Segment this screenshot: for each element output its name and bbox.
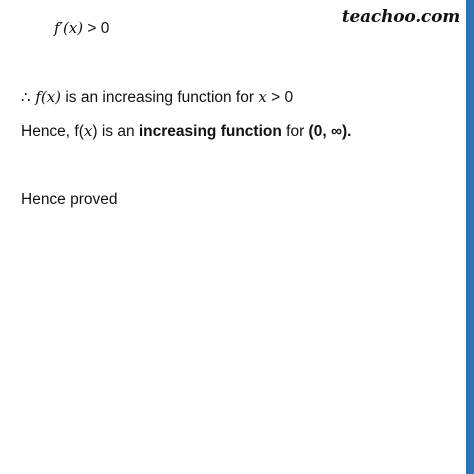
therefore-symbol: ∴ (21, 88, 36, 106)
hence-line (21, 121, 351, 142)
hence-mid-text: ) is an (92, 123, 139, 140)
hence-lead-text: Hence, f( (21, 123, 84, 140)
function-expression: f(x) (35, 88, 62, 106)
hence-proved-line: Hence proved (21, 191, 118, 208)
conclusion-line (21, 87, 293, 108)
teachoo-logo: teachoo.com (341, 7, 460, 27)
accent-bar (466, 0, 474, 474)
derivative-expression: f′(x) (54, 19, 84, 37)
inequality-text: > 0 (83, 20, 110, 37)
increasing-function-phrase: increasing function (138, 123, 282, 140)
variable-x: x (258, 88, 267, 106)
variable-x: x (83, 122, 93, 140)
conclusion-text: is an increasing function for (61, 89, 259, 106)
interval-text: (0, ∞). (308, 123, 352, 140)
for-text: for (281, 123, 309, 140)
condition-text: > 0 (266, 89, 294, 106)
derivative-condition-line (54, 18, 109, 39)
